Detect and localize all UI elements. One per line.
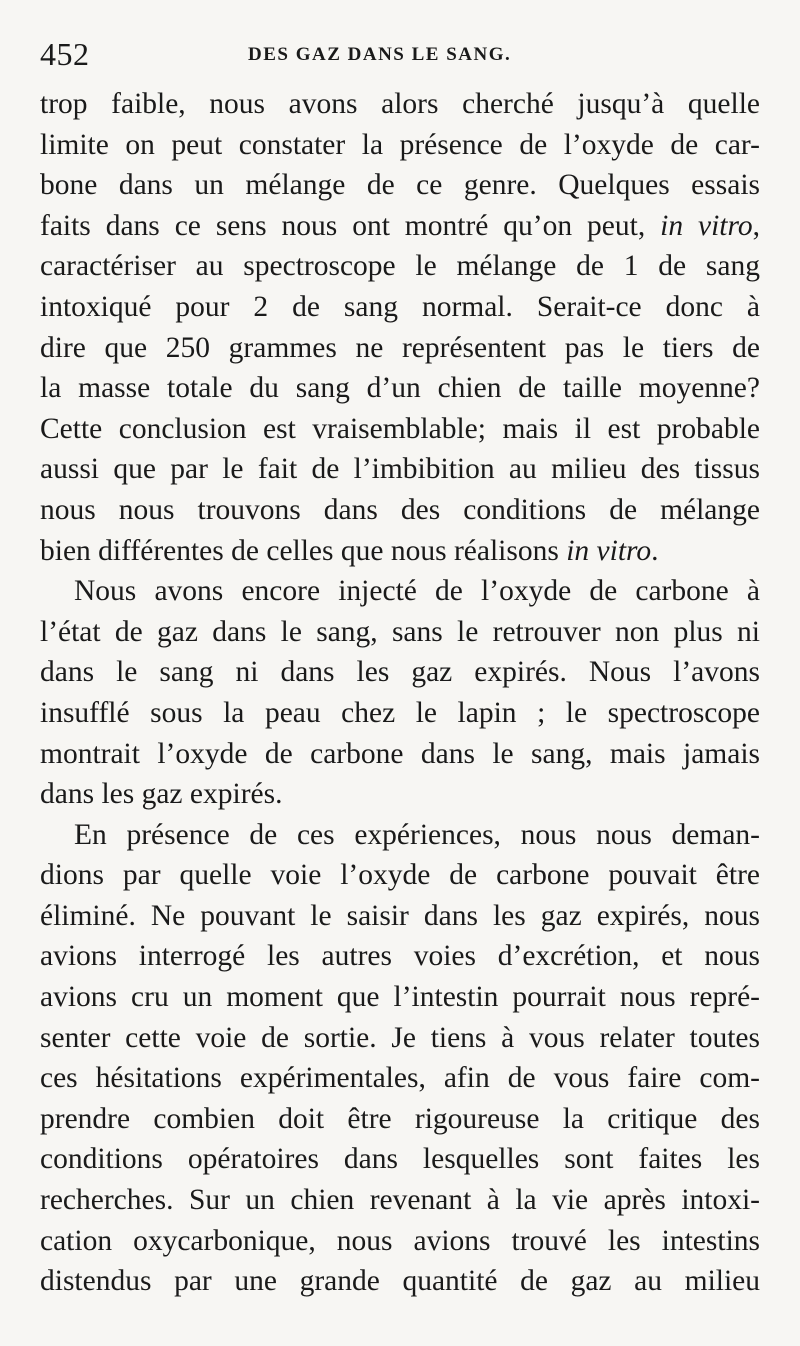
running-head — [40, 34, 760, 84]
text-line: trop faible, nous avons alors cherché jusqu’à quelle — [40, 88, 760, 120]
text-line: dans le sang ni dans les gaz expirés. Nous l’avons — [40, 656, 760, 689]
text-line: insufflé sous la peau chez le lapin ; le spectroscope — [40, 696, 760, 729]
paragraph-start-line: Nous avons encore injecté de l’oxyde de carbone à — [74, 575, 760, 608]
italic-phrase: in vitro — [660, 209, 753, 242]
italic-phrase: in vitro — [566, 534, 652, 567]
text-line: la masse totale du sang d’un chien de taille moyenne? — [40, 372, 760, 405]
text-line: intoxiqué pour 2 de sang normal. Serait-ce donc à — [40, 290, 760, 323]
running-title: DES GAZ DANS LE SANG. — [248, 44, 512, 65]
text-line: faits dans ce sens nous ont montré qu’on peut, in vitro, — [40, 209, 760, 242]
text-line: avions cru un moment que l’intestin pourrait nous repré- — [40, 981, 760, 1014]
paragraph-start-line: En présence de ces expériences, nous nous deman- — [74, 818, 760, 851]
text-line: nous nous trouvons dans des conditions de mélange — [40, 493, 760, 526]
body-text — [40, 84, 760, 1302]
text-line: avions interrogé les autres voies d’excrétion, et nous — [40, 940, 760, 973]
text-line: aussi que par le fait de l’imbibition au milieu des tissus — [40, 453, 760, 486]
text-line: dire que 250 grammes ne représentent pas le tiers de — [40, 331, 760, 364]
page-number: 452 — [40, 36, 90, 72]
text-line: conditions opératoires dans lesquelles sont faites les — [40, 1143, 760, 1176]
text-line: caractériser au spectroscope le mélange de 1 de sang — [40, 250, 760, 283]
text-line: recherches. Sur un chien revenant à la vie après intoxi- — [40, 1184, 760, 1217]
text-line: senter cette voie de sortie. Je tiens à vous relater toutes — [40, 1021, 760, 1054]
text-line: prendre combien doit être rigoureuse la critique des — [40, 1102, 760, 1135]
text-line: dions par quelle voie l’oxyde de carbone pouvait être — [40, 859, 760, 892]
text-line: limite on peut constater la présence de l’oxyde de car- — [40, 128, 760, 161]
text-line: Cette conclusion est vraisemblable; mais il est probable — [40, 412, 760, 445]
text-line: l’état de gaz dans le sang, sans le retrouver non plus ni — [40, 615, 760, 648]
text-line: cation oxycarbonique, nous avions trouvé les intestins — [40, 1224, 760, 1257]
text-line: bien différentes de celles que nous réalisons in vitro. — [40, 534, 659, 567]
text-line: ces hésitations expérimentales, afin de vous faire com- — [40, 1062, 760, 1095]
text-line: éliminé. Ne pouvant le saisir dans les gaz expirés, nous — [40, 899, 760, 932]
text-line: montrait l’oxyde de carbone dans le sang, mais jamais — [40, 737, 760, 770]
text-line: bone dans un mélange de ce genre. Quelques essais — [40, 169, 760, 202]
text-line: distendus par une grande quantité de gaz au milieu — [40, 1265, 760, 1298]
text-line: dans les gaz expirés. — [40, 778, 283, 811]
